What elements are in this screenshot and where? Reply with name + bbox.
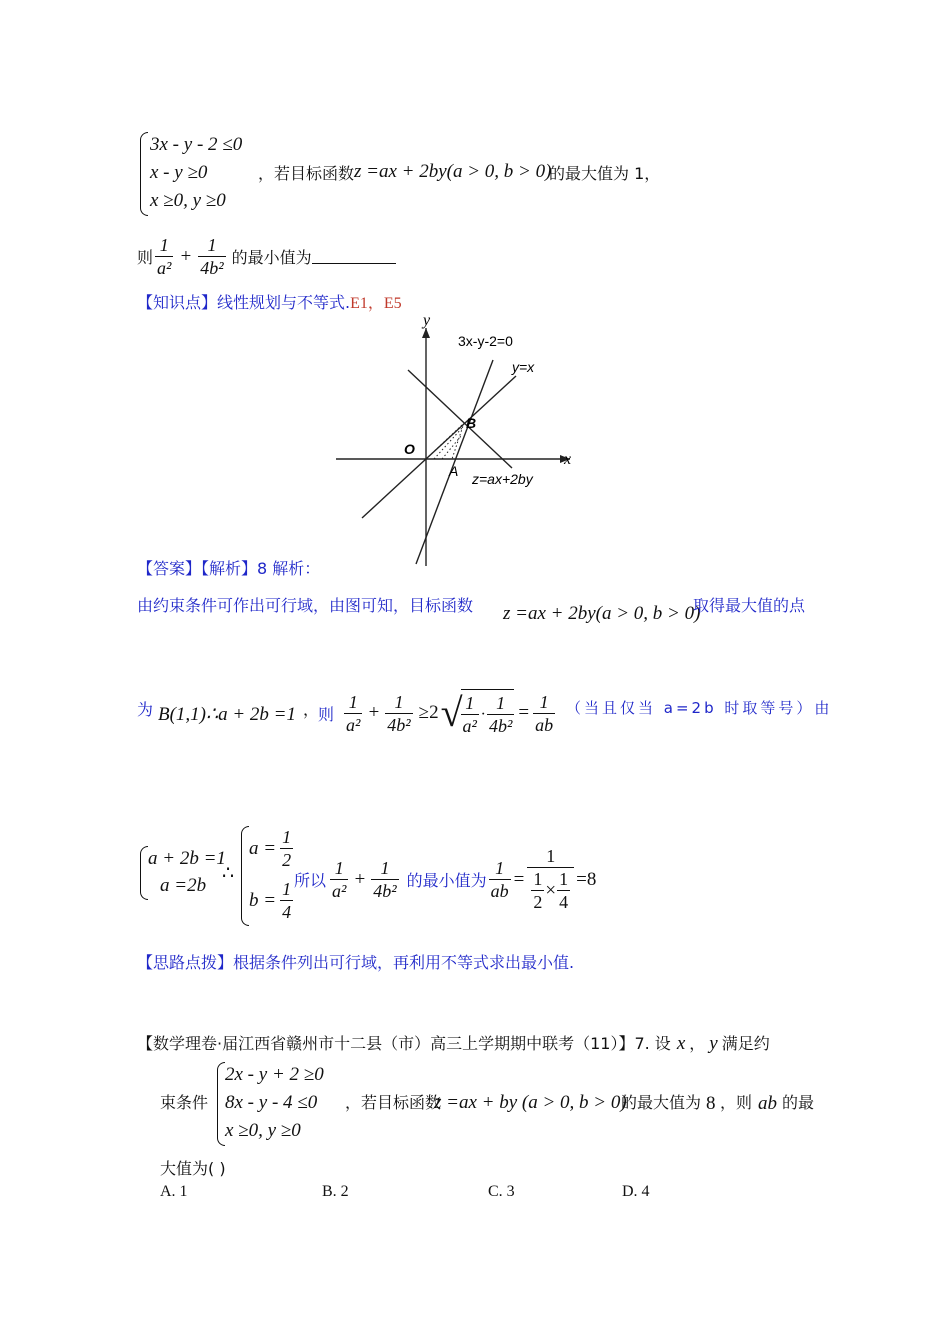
times-sign: ×	[545, 879, 557, 901]
plus-sign: +	[367, 702, 381, 723]
explain1-tail: 取得最大值的点	[693, 596, 806, 615]
constraint-3: x ≥0, y ≥0	[150, 190, 226, 211]
fraction-one-quarter: $\frac{1}{4}$	[282, 879, 292, 922]
q2-text-max: 的最大值为	[621, 1093, 702, 1112]
knowledge-label: 【知识点】线性规划与不等式.	[137, 293, 351, 312]
system2-a-label: a =	[249, 837, 277, 859]
therefore-sign: ∴	[222, 863, 235, 884]
q1-line2	[137, 234, 396, 279]
fraction-denominator: a²	[157, 258, 172, 278]
q1-fraction-1	[155, 234, 173, 279]
q2-line3: 大值为( )	[160, 1159, 226, 1178]
fraction-numerator: 1	[348, 691, 358, 712]
equals-sign: =	[518, 702, 530, 723]
fraction-numerator: 1	[539, 691, 549, 712]
q2-ab: ab	[758, 1093, 777, 1114]
fraction-1-over-a2: $\frac{1}{\text{a²}}$	[332, 858, 347, 901]
fraction-denominator: 4b²	[387, 714, 411, 735]
q1-objective: z =ax + 2by(a > 0, b > 0)	[354, 161, 552, 182]
system1-eq1: a + 2b =1	[148, 848, 226, 869]
q1-fraction-2	[198, 234, 225, 279]
fraction-denominator: 4b²	[200, 258, 224, 278]
constraint-1: 3x - y - 2 ≤0	[150, 134, 243, 155]
fraction-numerator: 1	[207, 235, 217, 255]
geq-two: ≥2	[418, 702, 439, 723]
point-a-label: A	[449, 463, 459, 479]
system2-a	[249, 826, 293, 871]
q2-sep: ，	[689, 1034, 706, 1053]
q2-max-val: 8	[706, 1093, 716, 1114]
plus-sign: +	[353, 868, 367, 890]
q1-text-mid: ，若目标函数	[258, 164, 355, 183]
q2-objective: z =ax + by (a > 0, b > 0)	[434, 1092, 627, 1113]
hint-text: 【思路点拨】根据条件列出可行域，再利用不等式求出最小值.	[137, 953, 575, 972]
min-text: 的最小值为	[406, 871, 487, 890]
explain3-conclusion	[294, 846, 596, 913]
q2-var-x: x	[676, 1033, 686, 1054]
fraction-1-over-ab: $\frac{1}{ab}$	[490, 858, 509, 901]
fraction-denominator: ab	[535, 714, 554, 735]
system2-brace	[241, 826, 249, 926]
q2-header	[137, 1031, 770, 1055]
system1-brace	[140, 846, 148, 900]
knowledge-codes: E1，E5	[350, 295, 402, 312]
fraction-1-over-4b2	[385, 691, 412, 736]
compound-fraction	[527, 846, 574, 913]
root-fraction-1: $\frac{1}{\text{a²}}$	[462, 693, 477, 736]
suoyi-text: 所以	[294, 871, 327, 890]
q2-constraint-3: x ≥0, y ≥0	[225, 1120, 301, 1141]
explain2-prefix: 为	[137, 700, 154, 719]
explain2-comma: ，	[303, 700, 320, 719]
option-c: C. 3	[488, 1183, 515, 1200]
compound-numerator: 1	[546, 846, 556, 866]
constraint-brace	[140, 132, 148, 216]
q2-text-mid: ，若目标函数	[345, 1093, 442, 1112]
fraction-numerator: 1	[394, 691, 404, 712]
explain2-point: B(1,1)∴a + 2b =1	[158, 704, 296, 725]
line-3x-y-2	[416, 360, 493, 564]
compound-denominator: $\frac{1}{2}$ × $\frac{1}{4}$	[527, 867, 574, 913]
fraction-numerator: 1	[159, 235, 169, 255]
q2-text-end: 的最	[782, 1093, 815, 1112]
origin-label: O	[404, 441, 415, 457]
explain2-inequality	[318, 689, 555, 737]
q1-text-end: 的最大值为 1，	[549, 164, 661, 183]
system1-eq2: a =2b	[160, 875, 207, 896]
root-fraction-2: $\frac{1}{\text{4b²}}$	[488, 693, 513, 736]
q2-constraint-2: 8x - y - 4 ≤0	[225, 1092, 318, 1113]
line2-label: y=x	[512, 359, 535, 375]
fraction-one-half: $\frac{1}{2}$	[282, 827, 292, 870]
system2-b-label: b =	[249, 889, 277, 911]
explain1-formula: z =ax + 2by(a > 0, b > 0)	[503, 603, 701, 624]
q2-constraint-brace	[217, 1062, 225, 1146]
explain1-text: 由约束条件可作出可行域，由图可知，目标函数	[137, 596, 474, 615]
region-hatch	[442, 436, 461, 459]
q2-label: 束条件	[160, 1093, 209, 1112]
result-value: =8	[576, 868, 597, 890]
q2-var-y: y	[709, 1033, 718, 1054]
explain2-note: （当且仅当 a=2b 时取等号）由	[566, 699, 833, 717]
square-root: √ $\frac{1}{\text{a²}}$ · $\frac{1}{\text{4b²}}$	[440, 690, 513, 736]
line-y-equals-x	[362, 376, 516, 518]
system2-b	[249, 878, 293, 923]
fraction-denominator: a²	[346, 714, 361, 735]
q2-header-text: 【数学理卷·届江西省赣州市十二县（市）高三上学期期中联考（11）】7. 设	[137, 1034, 671, 1053]
plus-sign: +	[179, 245, 193, 267]
feasible-region-figure	[330, 310, 590, 572]
q2-constraint-1: 2x - y + 2 ≥0	[225, 1064, 324, 1085]
q2-header-end: 满足约	[721, 1034, 770, 1053]
q1-line2-prefix: 则	[137, 248, 154, 267]
option-a: A. 1	[160, 1183, 188, 1200]
explain2-ze: 则	[318, 704, 335, 724]
fraction-1-over-ab	[533, 691, 555, 736]
x-axis-label: x	[564, 451, 572, 468]
objective-line	[408, 370, 512, 468]
y-axis-label: y	[423, 312, 431, 329]
equals-sign: =	[513, 868, 525, 890]
point-b-label: B	[466, 415, 477, 431]
objective-label: z=ax+2by	[472, 471, 533, 487]
fraction-1-over-4b2: $\frac{1}{\text{4b²}}$	[373, 858, 397, 901]
answer-label: 【答案】【解析】8 解析：	[137, 559, 321, 578]
q1-line2-suffix: 的最小值为	[231, 248, 312, 267]
option-b: B. 2	[322, 1183, 349, 1200]
line1-label: 3x-y-2=0	[458, 333, 513, 349]
answer-blank	[312, 249, 396, 264]
y-axis-arrow	[422, 328, 430, 338]
constraint-2: x - y ≥0	[150, 162, 208, 183]
q2-text-then: ，则	[720, 1093, 753, 1112]
fraction-1-over-a2	[344, 691, 362, 736]
option-d: D. 4	[622, 1183, 650, 1200]
